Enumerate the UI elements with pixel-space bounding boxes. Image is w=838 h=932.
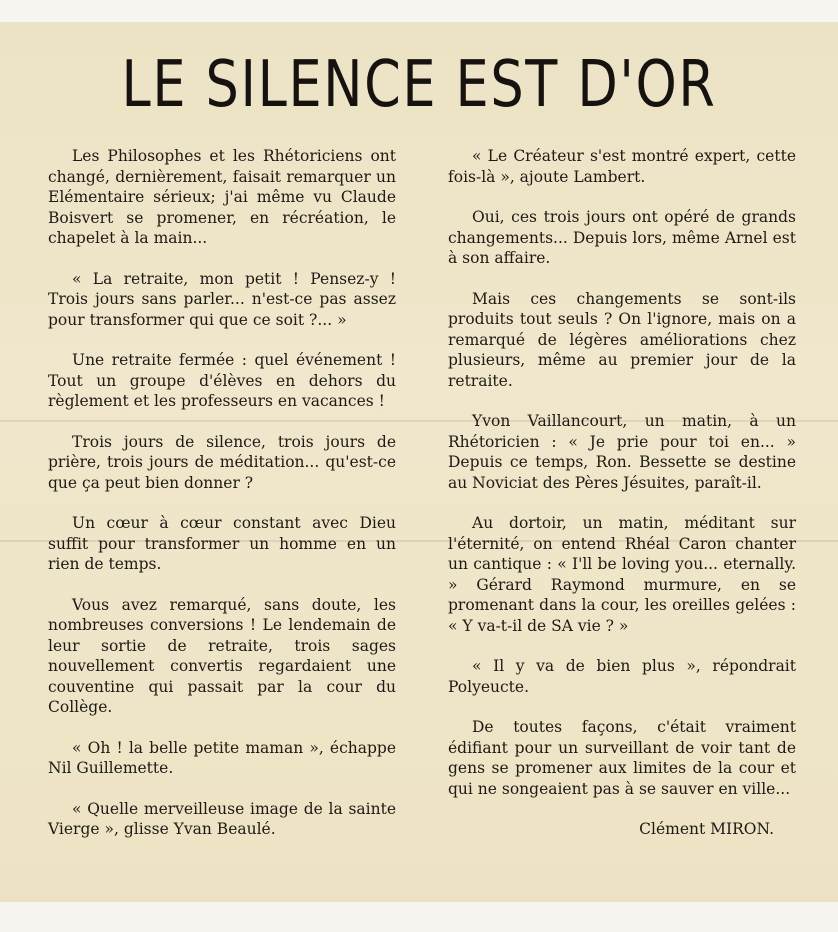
paragraph: Mais ces changements se sont-ils produits tout seuls ? On l'ignore, mais on a remarqué de légères améliorations chez plusieurs, même au premier jour de la retraite. <box>448 289 796 390</box>
paragraph: Vous avez remarqué, sans doute, les nombreuses conversions ! Le lendemain de leur sortie de retraite, trois sages nouvellement convertis regardaient une couventine qui passait par la cour du Collège. <box>48 595 396 716</box>
paragraph: Une retraite fermée : quel événement ! Tout un groupe d'élèves en dehors du règlement et les professeurs en vacances ! <box>48 351 396 410</box>
paragraph: « Oh ! la belle petite maman », échappe Nil Guillemette. <box>48 738 396 777</box>
scan-margin-bottom <box>0 902 838 932</box>
paragraph: Yvon Vaillancourt, un matin, à un Rhétoricien : « Je prie pour toi en... » Depuis ce temps, Ron. Bessette se destine au Noviciat des Pères Jésuites, paraît-il. <box>448 412 796 492</box>
paragraph: Oui, ces trois jours ont opéré de grands changements... Depuis lors, même Arnel est à son affaire. <box>448 208 796 267</box>
paragraph: Au dortoir, un matin, méditant sur l'éternité, on entend Rhéal Caron chanter un cantique : « I'll be loving you... eternally. » Gérard Raymond murmure, en se promenant dans la cour, les oreilles gelées : « Y va-t-il de SA vie ? » <box>448 514 796 635</box>
paragraph: « Quelle merveilleuse image de la sainte Vierge », glisse Yvan Beaulé. <box>48 799 396 838</box>
paragraph: « Le Créateur s'est montré expert, cette fois-là », ajoute Lambert. <box>448 147 796 186</box>
paragraph: « Il y va de bien plus », répondrait Polyeucte. <box>448 657 796 696</box>
right-column <box>448 146 796 860</box>
scan-margin-top <box>0 0 838 22</box>
paragraph: Un cœur à cœur constant avec Dieu suffit pour transformer un homme en un rien de temps. <box>48 514 396 573</box>
paragraph: « La retraite, mon petit ! Pensez-y ! Trois jours sans parler... n'est-ce pas assez pour transformer qui que ce soit ?... » <box>48 269 396 329</box>
paragraph: Trois jours de silence, trois jours de prière, trois jours de méditation... qu'est-ce que ça peut bien donner ? <box>48 432 396 492</box>
author-signature: Clément MIRON. <box>639 820 774 838</box>
paragraph: Les Philosophes et les Rhétoriciens ont changé, dernièrement, faisait remarquer un Elémentaire sérieux; j'ai même vu Claude Boisvert se promener, en récréation, le chapelet à la main... <box>48 147 396 247</box>
left-column <box>48 146 396 860</box>
paragraph: De toutes façons, c'était vraiment édifiant pour un surveillant de voir tant de gens se promener aux limites de la cour et qui ne songeaient pas à se sauver en ville... <box>448 718 796 798</box>
article-title: LE SILENCE EST D'OR <box>121 48 717 122</box>
